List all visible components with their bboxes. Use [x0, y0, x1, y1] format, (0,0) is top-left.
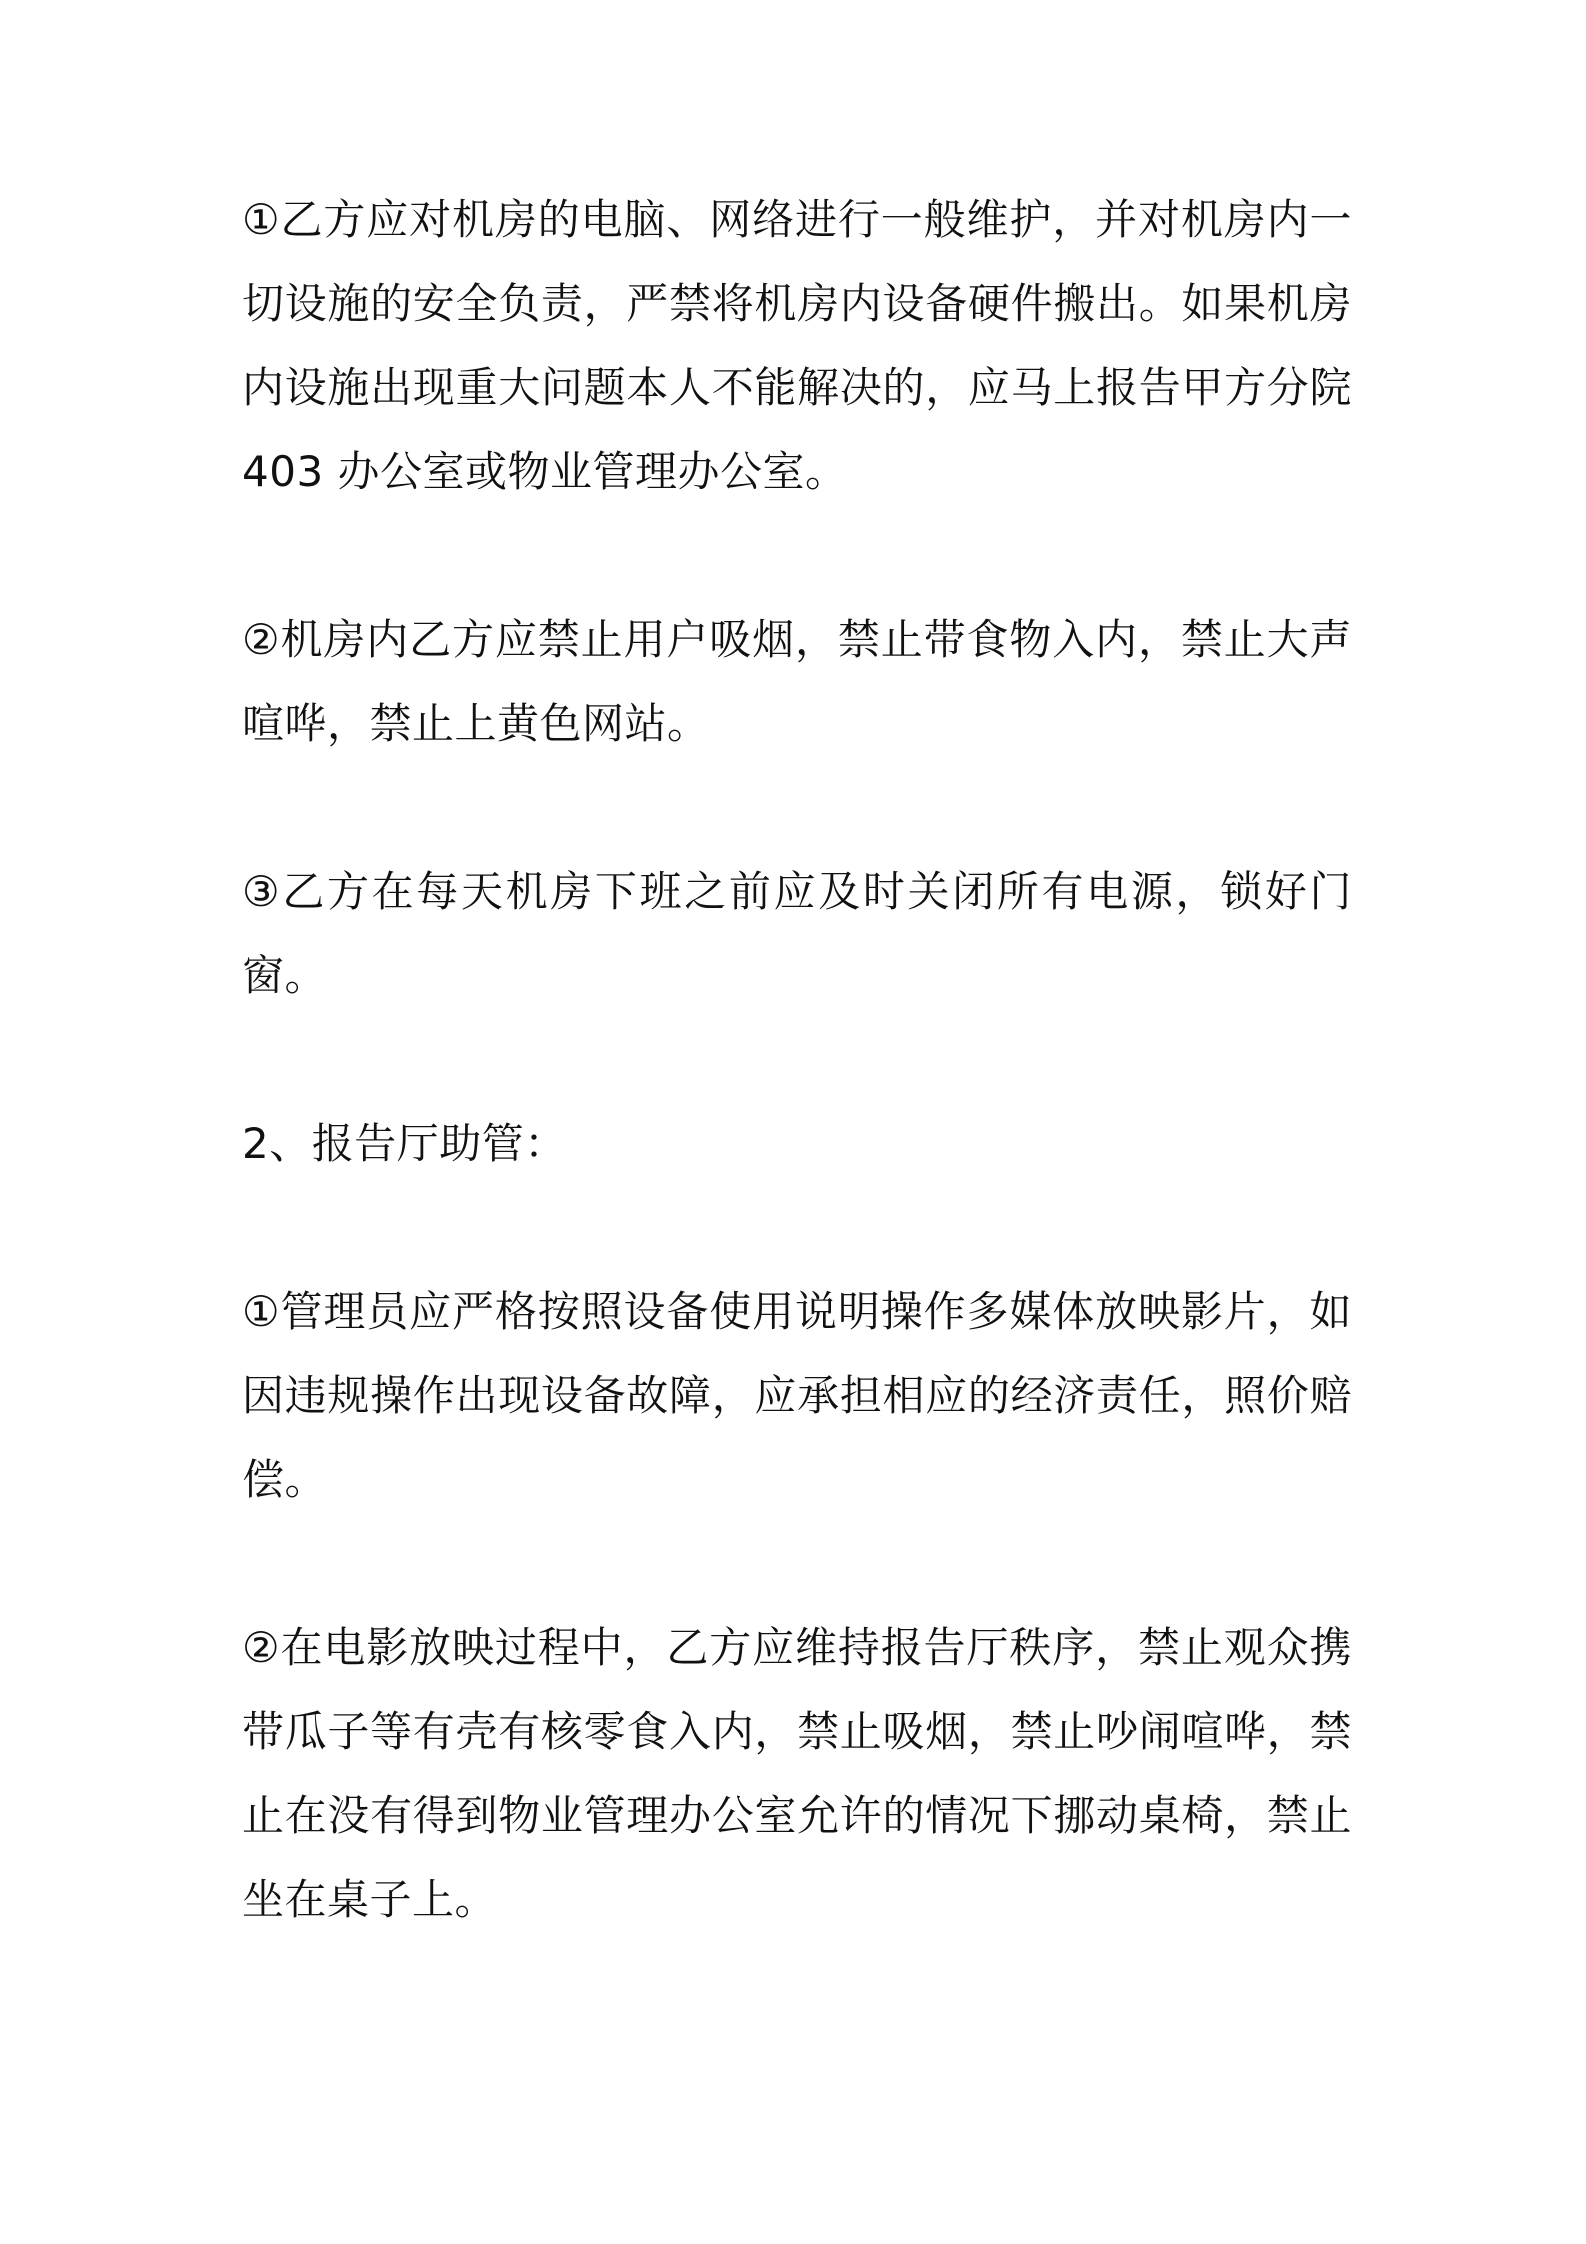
paragraph-computer-room-prohibitions: ②机房内乙方应禁止用户吸烟，禁止带食物入内，禁止大声喧哗，禁止上黄色网站。 [242, 615, 1352, 748]
section-heading-lecture-hall: 2、报告厅助管： [242, 1119, 567, 1168]
paragraph-computer-room-maintenance: ①乙方应对机房的电脑、网络进行一般维护，并对机房内一切设施的安全负责，严禁将机房内设备硬件搬出。如果机房内设施出现重大问题本人不能解决的，应马上报告甲方分院403 办公室或物业管理办公室。 [242, 195, 1352, 496]
document-page [242, 178, 1352, 1942]
paragraph-lecture-hall-equipment: ①管理员应严格按照设备使用说明操作多媒体放映影片，如因违规操作出现设备故障，应承担相应的经济责任，照价赔偿。 [242, 1287, 1352, 1504]
paragraph-lecture-hall-order: ②在电影放映过程中，乙方应维持报告厅秩序，禁止观众携带瓜子等有壳有核零食入内，禁止吸烟，禁止吵闹喧哗，禁止在没有得到物业管理办公室允许的情况下挪动桌椅，禁止坐在桌子上。 [242, 1623, 1352, 1924]
paragraph-computer-room-closing: ③乙方在每天机房下班之前应及时关闭所有电源，锁好门窗。 [242, 867, 1352, 1000]
